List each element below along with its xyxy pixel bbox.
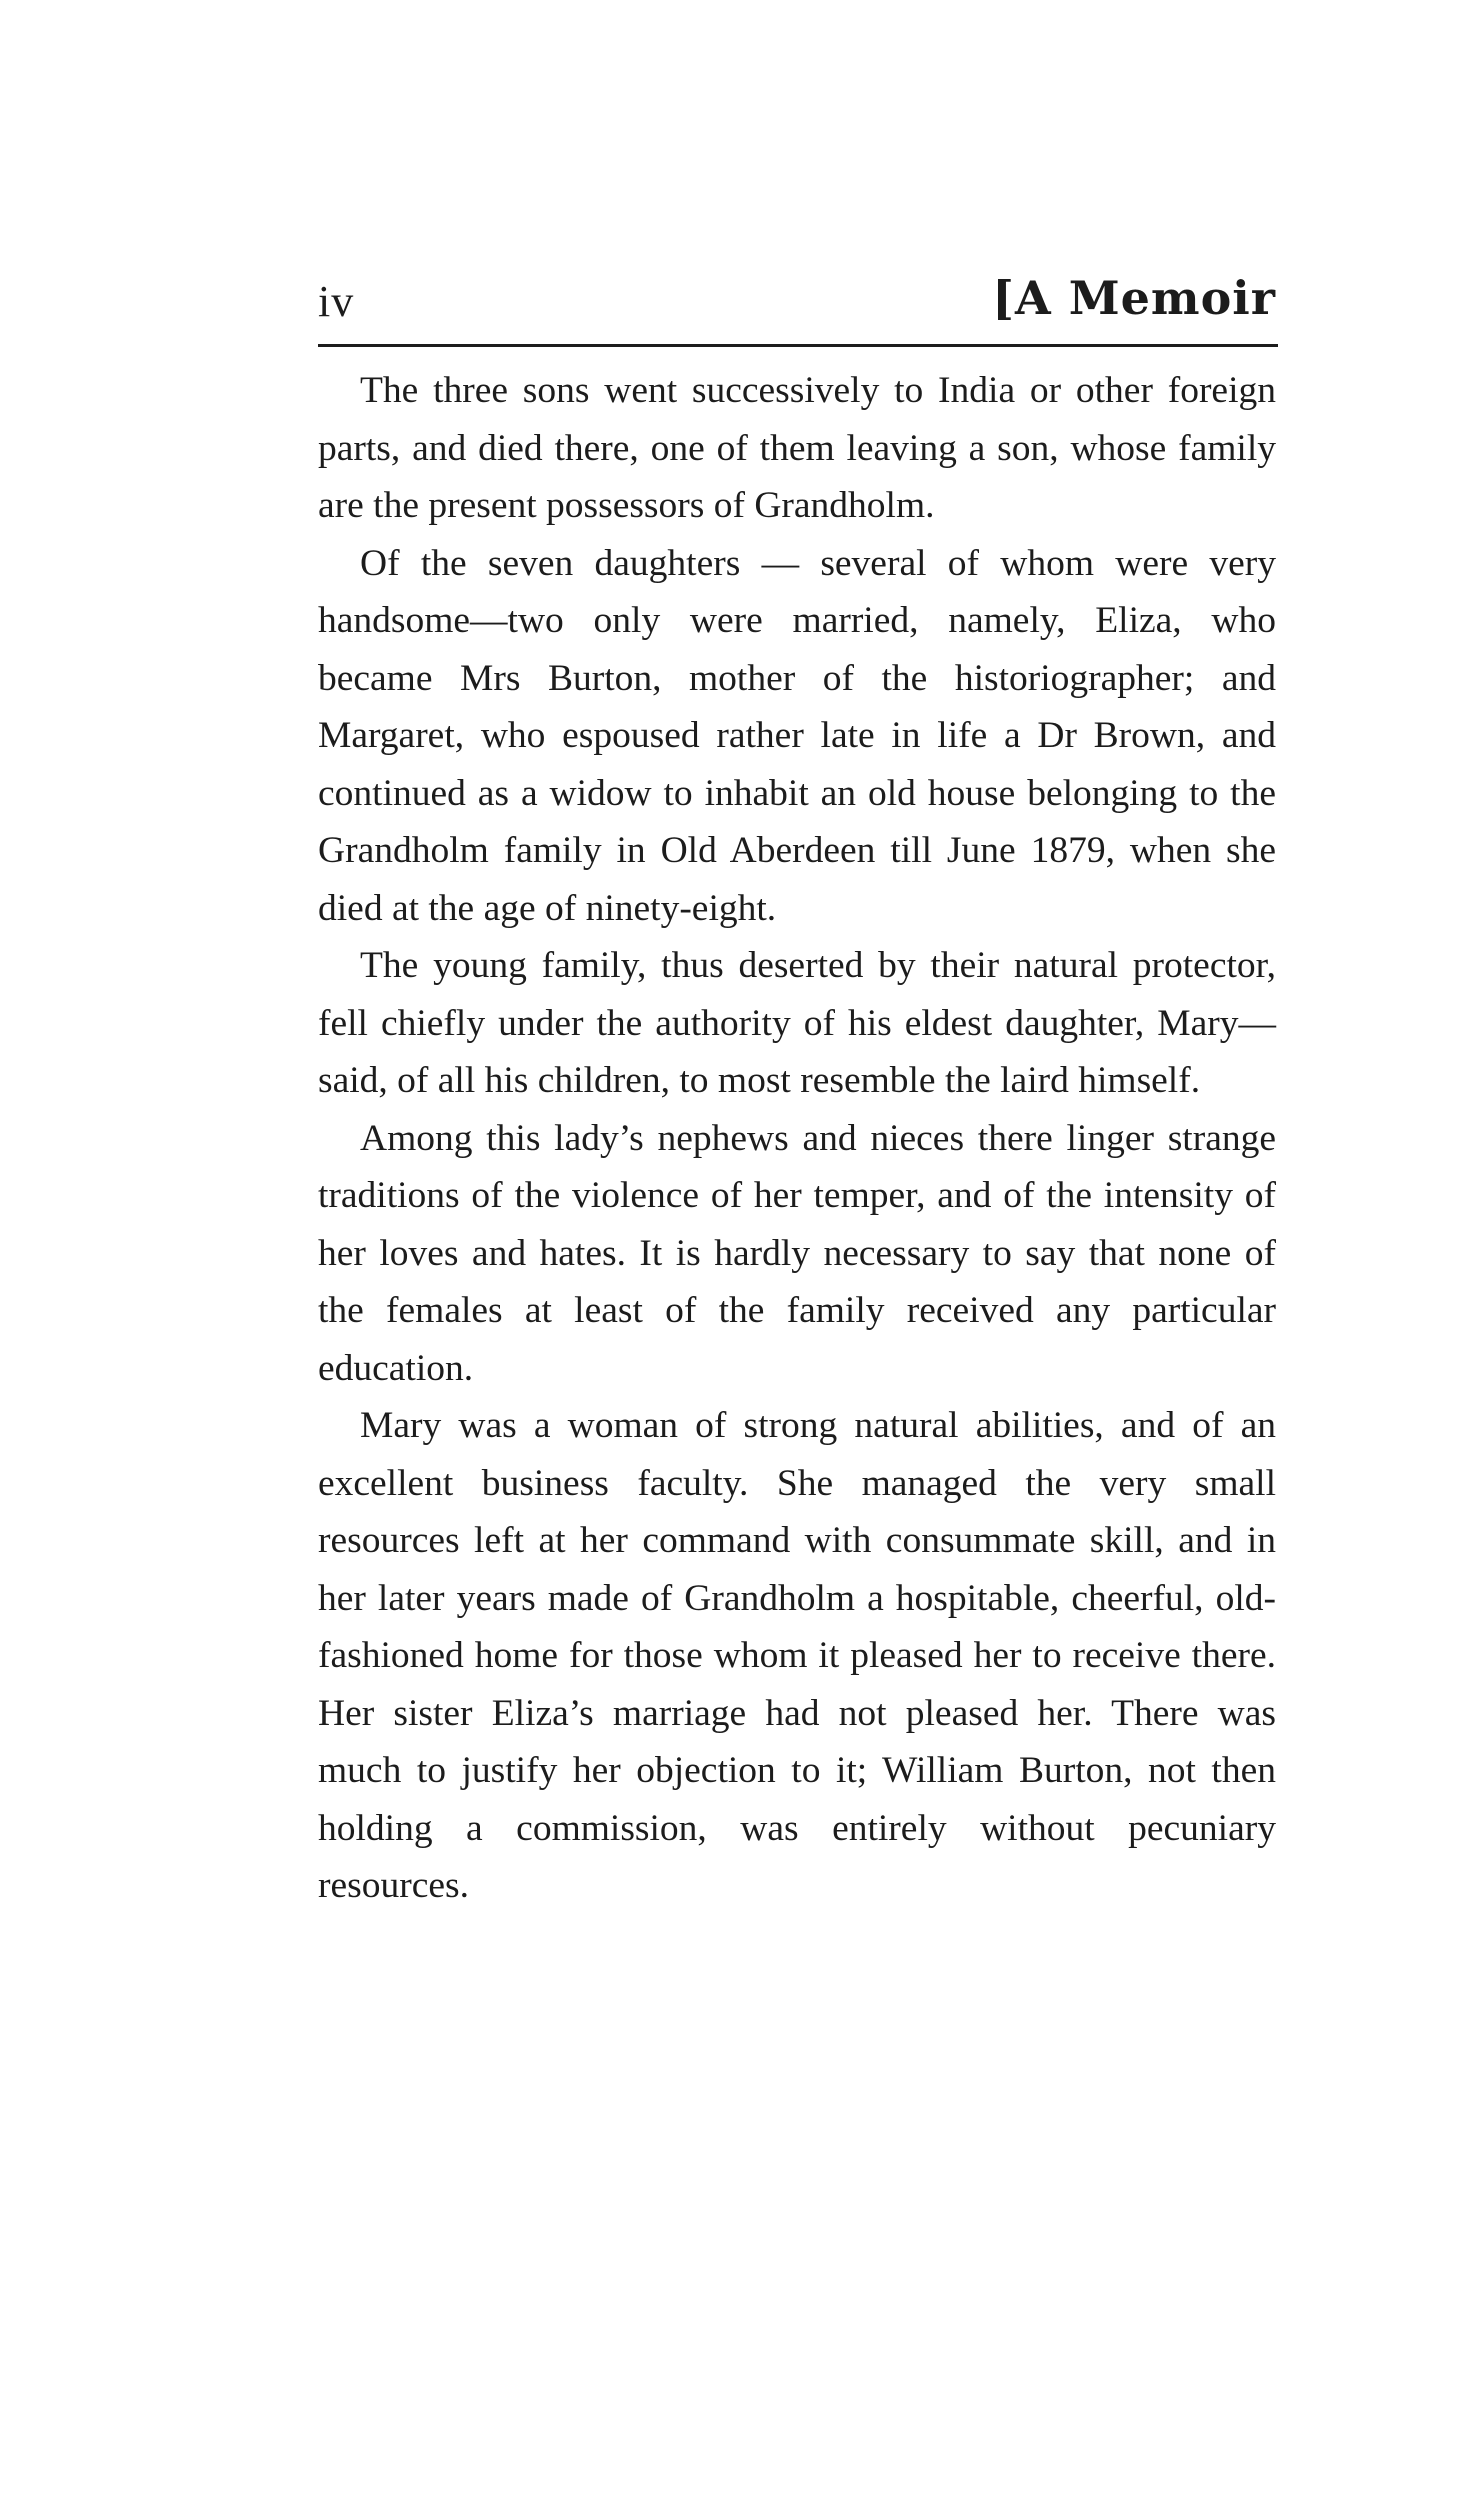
page-number: iv bbox=[318, 277, 355, 326]
running-title: [A Memoir bbox=[992, 271, 1276, 325]
body-text bbox=[318, 362, 1276, 1915]
paragraph: Of the seven daughters — several of whom were very handsome—two only were married, namely, Eliza, who became Mrs Burton, mother of the historiographer; and Margaret, who espoused rather late in life a Dr Brown, and continued as a widow to inhabit an old house belonging to the Grandholm family in Old Aberdeen till June 1879, when she died at the age of ninety-eight. bbox=[318, 542, 1276, 929]
header-rule bbox=[318, 344, 1278, 347]
paragraph: The young family, thus deserted by their natural protector, fell chiefly under the authority of his eldest daughter, Mary—said, of all his children, to most resemble the laird himself. bbox=[318, 945, 1276, 1101]
paragraph: Among this lady’s nephews and nieces there linger strange traditions of the violence of her temper, and of the intensity of her loves and hates. It is hardly necessary to say that none of the females at least of the family received any particular education. bbox=[318, 1117, 1276, 1389]
paragraph: The three sons went successively to India or other foreign parts, and died there, one of them leaving a son, whose family are the present possessors of Grandholm. bbox=[318, 370, 1276, 526]
running-head bbox=[318, 268, 1276, 340]
paragraph: Mary was a woman of strong natural abilities, and of an excellent business faculty. She managed the very small resources left at her command with consummate skill, and in her later years made of Grandholm a hospitable, cheerful, old-fashioned home for those whom it pleased her to receive there. Her sister Eliza’s marriage had not pleased her. There was much to justify her objection to it; William Burton, not then holding a commission, was entirely without pecuniary resources. bbox=[318, 1405, 1276, 1906]
